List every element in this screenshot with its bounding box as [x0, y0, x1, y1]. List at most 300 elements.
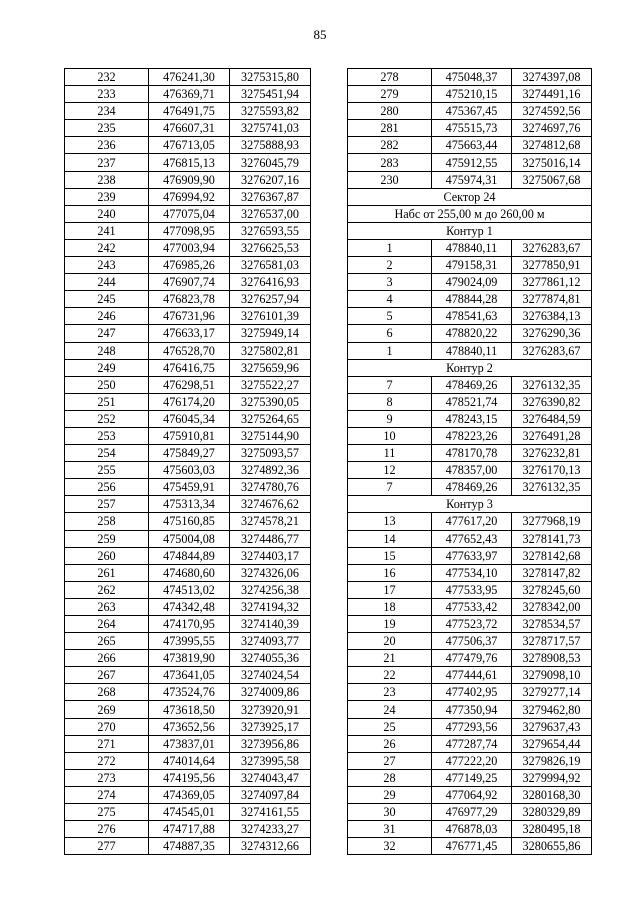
x-coordinate-cell: 478840,11: [432, 239, 512, 256]
y-coordinate-cell: 3274491,16: [512, 86, 592, 103]
table-row: [65, 410, 311, 427]
x-coordinate-cell: 477222,20: [432, 752, 512, 769]
y-coordinate-cell: 3276537,00: [230, 205, 311, 222]
x-coordinate-cell: 474545,01: [149, 804, 230, 821]
coordinates-table-right: [347, 68, 592, 855]
y-coordinate-cell: 3276232,81: [512, 445, 592, 462]
table-row: [65, 718, 311, 735]
table-row: [348, 667, 592, 684]
y-coordinate-cell: 3276367,87: [230, 188, 311, 205]
y-coordinate-cell: 3276045,79: [230, 154, 311, 171]
x-coordinate-cell: 474014,64: [149, 752, 230, 769]
x-coordinate-cell: 474369,05: [149, 786, 230, 803]
y-coordinate-cell: 3278245,60: [512, 581, 592, 598]
point-number-cell: 281: [348, 120, 432, 137]
coordinates-table-left: [64, 68, 311, 855]
x-coordinate-cell: 477098,95: [149, 222, 230, 239]
point-number-cell: 5: [348, 308, 432, 325]
point-number-cell: 265: [65, 633, 149, 650]
point-number-cell: 270: [65, 718, 149, 735]
table-row: [348, 735, 592, 752]
x-coordinate-cell: 476907,74: [149, 274, 230, 291]
point-number-cell: 242: [65, 239, 149, 256]
x-coordinate-cell: 476909,90: [149, 171, 230, 188]
x-coordinate-cell: 476416,75: [149, 359, 230, 376]
section-header: Контур 1: [348, 222, 592, 239]
y-coordinate-cell: 3274043,47: [230, 769, 311, 786]
x-coordinate-cell: 473837,01: [149, 735, 230, 752]
y-coordinate-cell: 3278534,57: [512, 616, 592, 633]
y-coordinate-cell: 3275016,14: [512, 154, 592, 171]
y-coordinate-cell: 3278141,73: [512, 530, 592, 547]
y-coordinate-cell: 3279994,92: [512, 769, 592, 786]
y-coordinate-cell: 3275067,68: [512, 171, 592, 188]
x-coordinate-cell: 476491,75: [149, 103, 230, 120]
point-number-cell: 250: [65, 376, 149, 393]
y-coordinate-cell: 3275315,80: [230, 69, 311, 86]
x-coordinate-cell: 477293,56: [432, 718, 512, 735]
point-number-cell: 249: [65, 359, 149, 376]
table-row: [65, 445, 311, 462]
x-coordinate-cell: 473618,50: [149, 701, 230, 718]
y-coordinate-cell: 3279826,19: [512, 752, 592, 769]
table-row: [348, 120, 592, 137]
table-row: [348, 427, 592, 444]
y-coordinate-cell: 3278147,82: [512, 564, 592, 581]
point-number-cell: 252: [65, 410, 149, 427]
x-coordinate-cell: 475160,85: [149, 513, 230, 530]
x-coordinate-cell: 474844,89: [149, 547, 230, 564]
y-coordinate-cell: 3275593,82: [230, 103, 311, 120]
x-coordinate-cell: 477534,10: [432, 564, 512, 581]
y-coordinate-cell: 3276416,93: [230, 274, 311, 291]
x-coordinate-cell: 479024,09: [432, 274, 512, 291]
point-number-cell: 14: [348, 530, 432, 547]
x-coordinate-cell: 476298,51: [149, 376, 230, 393]
x-coordinate-cell: 477444,61: [432, 667, 512, 684]
point-number-cell: 251: [65, 393, 149, 410]
point-number-cell: 31: [348, 821, 432, 838]
table-row: [348, 650, 592, 667]
table-row: [65, 188, 311, 205]
point-number-cell: 21: [348, 650, 432, 667]
table-row: [65, 291, 311, 308]
y-coordinate-cell: 3276290,36: [512, 325, 592, 342]
section-header: Контур 3: [348, 496, 592, 513]
y-coordinate-cell: 3273995,58: [230, 752, 311, 769]
point-number-cell: 241: [65, 222, 149, 239]
y-coordinate-cell: 3275144,90: [230, 427, 311, 444]
table-row: [65, 667, 311, 684]
table-row: [65, 633, 311, 650]
table-row: [348, 239, 592, 256]
y-coordinate-cell: 3277850,91: [512, 257, 592, 274]
table-row: [65, 752, 311, 769]
point-number-cell: 4: [348, 291, 432, 308]
point-number-cell: 240: [65, 205, 149, 222]
y-coordinate-cell: 3280329,89: [512, 804, 592, 821]
table-row: [65, 69, 311, 86]
table-row: [65, 496, 311, 513]
point-number-cell: 245: [65, 291, 149, 308]
x-coordinate-cell: 476528,70: [149, 342, 230, 359]
x-coordinate-cell: 476369,71: [149, 86, 230, 103]
x-coordinate-cell: 477617,20: [432, 513, 512, 530]
table-row: [348, 257, 592, 274]
x-coordinate-cell: 478844,28: [432, 291, 512, 308]
x-coordinate-cell: 477533,95: [432, 581, 512, 598]
point-number-cell: 273: [65, 769, 149, 786]
point-number-cell: 9: [348, 410, 432, 427]
x-coordinate-cell: 478820,22: [432, 325, 512, 342]
table-row: [348, 393, 592, 410]
table-row: [348, 804, 592, 821]
point-number-cell: 23: [348, 684, 432, 701]
y-coordinate-cell: 3274397,08: [512, 69, 592, 86]
table-row: [348, 103, 592, 120]
y-coordinate-cell: 3274194,32: [230, 598, 311, 615]
point-number-cell: 235: [65, 120, 149, 137]
table-row: [348, 769, 592, 786]
table-row: [65, 325, 311, 342]
y-coordinate-cell: 3273920,91: [230, 701, 311, 718]
table-row: [65, 257, 311, 274]
section-header: Набс от 255,00 м до 260,00 м: [348, 205, 592, 222]
y-coordinate-cell: 3274892,36: [230, 462, 311, 479]
table-row: [348, 291, 592, 308]
point-number-cell: 255: [65, 462, 149, 479]
point-number-cell: 276: [65, 821, 149, 838]
y-coordinate-cell: 3274697,76: [512, 120, 592, 137]
x-coordinate-cell: 478223,26: [432, 427, 512, 444]
y-coordinate-cell: 3273956,86: [230, 735, 311, 752]
x-coordinate-cell: 475210,15: [432, 86, 512, 103]
point-number-cell: 283: [348, 154, 432, 171]
point-number-cell: 271: [65, 735, 149, 752]
table-row: [65, 616, 311, 633]
x-coordinate-cell: 478170,78: [432, 445, 512, 462]
y-coordinate-cell: 3276625,53: [230, 239, 311, 256]
table-row: [65, 462, 311, 479]
point-number-cell: 3: [348, 274, 432, 291]
y-coordinate-cell: 3274024,54: [230, 667, 311, 684]
section-header-row: [348, 188, 592, 205]
y-coordinate-cell: 3275264,65: [230, 410, 311, 427]
table-row: [65, 376, 311, 393]
point-number-cell: 233: [65, 86, 149, 103]
y-coordinate-cell: 3274326,06: [230, 564, 311, 581]
y-coordinate-cell: 3276593,55: [230, 222, 311, 239]
x-coordinate-cell: 476713,05: [149, 137, 230, 154]
y-coordinate-cell: 3278342,00: [512, 598, 592, 615]
table-row: [348, 616, 592, 633]
x-coordinate-cell: 474342,48: [149, 598, 230, 615]
y-coordinate-cell: 3275451,94: [230, 86, 311, 103]
y-coordinate-cell: 3279277,14: [512, 684, 592, 701]
y-coordinate-cell: 3275949,14: [230, 325, 311, 342]
table-row: [65, 308, 311, 325]
section-header-row: [348, 205, 592, 222]
y-coordinate-cell: 3277861,12: [512, 274, 592, 291]
y-coordinate-cell: 3280168,30: [512, 786, 592, 803]
table-row: [65, 205, 311, 222]
point-number-cell: 24: [348, 701, 432, 718]
x-coordinate-cell: 477506,37: [432, 633, 512, 650]
table-row: [65, 171, 311, 188]
x-coordinate-cell: 477633,97: [432, 547, 512, 564]
x-coordinate-cell: 476607,31: [149, 120, 230, 137]
point-number-cell: 32: [348, 838, 432, 855]
x-coordinate-cell: 476731,96: [149, 308, 230, 325]
x-coordinate-cell: 478243,15: [432, 410, 512, 427]
x-coordinate-cell: 477350,94: [432, 701, 512, 718]
y-coordinate-cell: 3278908,53: [512, 650, 592, 667]
y-coordinate-cell: 3280655,86: [512, 838, 592, 855]
table-row: [348, 684, 592, 701]
section-header: Контур 2: [348, 359, 592, 376]
table-row: [348, 342, 592, 359]
point-number-cell: 232: [65, 69, 149, 86]
y-coordinate-cell: 3275390,05: [230, 393, 311, 410]
y-coordinate-cell: 3275888,93: [230, 137, 311, 154]
point-number-cell: 19: [348, 616, 432, 633]
table-row: [65, 547, 311, 564]
table-row: [348, 786, 592, 803]
table-row: [348, 137, 592, 154]
point-number-cell: 247: [65, 325, 149, 342]
table-row: [348, 530, 592, 547]
table-row: [65, 120, 311, 137]
table-row: [65, 274, 311, 291]
table-row: [348, 69, 592, 86]
y-coordinate-cell: 3276170,13: [512, 462, 592, 479]
point-number-cell: 15: [348, 547, 432, 564]
table-row: [65, 786, 311, 803]
y-coordinate-cell: 3276491,28: [512, 427, 592, 444]
point-number-cell: 257: [65, 496, 149, 513]
point-number-cell: 2: [348, 257, 432, 274]
point-number-cell: 258: [65, 513, 149, 530]
point-number-cell: 11: [348, 445, 432, 462]
table-row: [348, 547, 592, 564]
y-coordinate-cell: 3274403,17: [230, 547, 311, 564]
y-coordinate-cell: 3276283,67: [512, 342, 592, 359]
x-coordinate-cell: 475603,03: [149, 462, 230, 479]
x-coordinate-cell: 476985,26: [149, 257, 230, 274]
x-coordinate-cell: 476823,78: [149, 291, 230, 308]
y-coordinate-cell: 3278142,68: [512, 547, 592, 564]
y-coordinate-cell: 3275522,27: [230, 376, 311, 393]
table-row: [348, 701, 592, 718]
point-number-cell: 234: [65, 103, 149, 120]
x-coordinate-cell: 476174,20: [149, 393, 230, 410]
y-coordinate-cell: 3274780,76: [230, 479, 311, 496]
y-coordinate-cell: 3275659,96: [230, 359, 311, 376]
table-row: [65, 769, 311, 786]
point-number-cell: 16: [348, 564, 432, 581]
table-row: [65, 479, 311, 496]
point-number-cell: 256: [65, 479, 149, 496]
point-number-cell: 269: [65, 701, 149, 718]
y-coordinate-cell: 3274812,68: [512, 137, 592, 154]
table-row: [348, 752, 592, 769]
point-number-cell: 29: [348, 786, 432, 803]
point-number-cell: 274: [65, 786, 149, 803]
table-row: [348, 821, 592, 838]
x-coordinate-cell: 475367,45: [432, 103, 512, 120]
section-header: Сектор 24: [348, 188, 592, 205]
y-coordinate-cell: 3279654,44: [512, 735, 592, 752]
point-number-cell: 280: [348, 103, 432, 120]
x-coordinate-cell: 473652,56: [149, 718, 230, 735]
table-row: [348, 462, 592, 479]
table-row: [65, 393, 311, 410]
y-coordinate-cell: 3274097,84: [230, 786, 311, 803]
x-coordinate-cell: 475515,73: [432, 120, 512, 137]
x-coordinate-cell: 473641,05: [149, 667, 230, 684]
page-number: 85: [313, 27, 327, 42]
table-row: [65, 684, 311, 701]
point-number-cell: 259: [65, 530, 149, 547]
table-row: [348, 376, 592, 393]
y-coordinate-cell: 3276283,67: [512, 239, 592, 256]
table-row: [65, 222, 311, 239]
table-row: [348, 513, 592, 530]
y-coordinate-cell: 3274676,62: [230, 496, 311, 513]
x-coordinate-cell: 475004,08: [149, 530, 230, 547]
section-header-row: [348, 496, 592, 513]
table-row: [348, 479, 592, 496]
point-number-cell: 279: [348, 86, 432, 103]
table-row: [348, 325, 592, 342]
point-number-cell: 30: [348, 804, 432, 821]
x-coordinate-cell: 475313,34: [149, 496, 230, 513]
x-coordinate-cell: 474680,60: [149, 564, 230, 581]
table-row: [348, 564, 592, 581]
point-number-cell: 261: [65, 564, 149, 581]
point-number-cell: 243: [65, 257, 149, 274]
table-row: [348, 171, 592, 188]
table-row: [348, 598, 592, 615]
x-coordinate-cell: 476994,92: [149, 188, 230, 205]
y-coordinate-cell: 3276484,59: [512, 410, 592, 427]
table-row: [348, 308, 592, 325]
y-coordinate-cell: 3274256,38: [230, 581, 311, 598]
x-coordinate-cell: 477402,95: [432, 684, 512, 701]
y-coordinate-cell: 3274093,77: [230, 633, 311, 650]
point-number-cell: 248: [65, 342, 149, 359]
point-number-cell: 277: [65, 838, 149, 855]
x-coordinate-cell: 473819,90: [149, 650, 230, 667]
point-number-cell: 230: [348, 171, 432, 188]
table-row: [65, 564, 311, 581]
y-coordinate-cell: 3274009,86: [230, 684, 311, 701]
x-coordinate-cell: 477479,76: [432, 650, 512, 667]
table-row: [348, 86, 592, 103]
y-coordinate-cell: 3279098,10: [512, 667, 592, 684]
point-number-cell: 272: [65, 752, 149, 769]
y-coordinate-cell: 3278717,57: [512, 633, 592, 650]
y-coordinate-cell: 3274486,77: [230, 530, 311, 547]
point-number-cell: 237: [65, 154, 149, 171]
x-coordinate-cell: 475910,81: [149, 427, 230, 444]
point-number-cell: 266: [65, 650, 149, 667]
point-number-cell: 238: [65, 171, 149, 188]
x-coordinate-cell: 478541,63: [432, 308, 512, 325]
y-coordinate-cell: 3279637,43: [512, 718, 592, 735]
table-row: [348, 633, 592, 650]
y-coordinate-cell: 3274161,55: [230, 804, 311, 821]
x-coordinate-cell: 473995,55: [149, 633, 230, 650]
y-coordinate-cell: 3276101,39: [230, 308, 311, 325]
x-coordinate-cell: 477075,04: [149, 205, 230, 222]
table-row: [65, 86, 311, 103]
x-coordinate-cell: 476633,17: [149, 325, 230, 342]
y-coordinate-cell: 3276207,16: [230, 171, 311, 188]
table-row: [65, 342, 311, 359]
x-coordinate-cell: 478469,26: [432, 376, 512, 393]
point-number-cell: 7: [348, 376, 432, 393]
y-coordinate-cell: 3276581,03: [230, 257, 311, 274]
point-number-cell: 254: [65, 445, 149, 462]
point-number-cell: 20: [348, 633, 432, 650]
table-row: [65, 530, 311, 547]
x-coordinate-cell: 476878,03: [432, 821, 512, 838]
x-coordinate-cell: 474717,88: [149, 821, 230, 838]
x-coordinate-cell: 474513,02: [149, 581, 230, 598]
x-coordinate-cell: 474195,56: [149, 769, 230, 786]
x-coordinate-cell: 475849,27: [149, 445, 230, 462]
x-coordinate-cell: 476045,34: [149, 410, 230, 427]
point-number-cell: 1: [348, 342, 432, 359]
point-number-cell: 13: [348, 513, 432, 530]
y-coordinate-cell: 3277874,81: [512, 291, 592, 308]
table-row: [65, 821, 311, 838]
x-coordinate-cell: 476815,13: [149, 154, 230, 171]
table-row: [65, 154, 311, 171]
y-coordinate-cell: 3276132,35: [512, 479, 592, 496]
y-coordinate-cell: 3274312,66: [230, 838, 311, 855]
x-coordinate-cell: 475912,55: [432, 154, 512, 171]
y-coordinate-cell: 3279462,80: [512, 701, 592, 718]
point-number-cell: 25: [348, 718, 432, 735]
y-coordinate-cell: 3277968,19: [512, 513, 592, 530]
x-coordinate-cell: 476241,30: [149, 69, 230, 86]
table-row: [65, 427, 311, 444]
point-number-cell: 8: [348, 393, 432, 410]
y-coordinate-cell: 3280495,18: [512, 821, 592, 838]
x-coordinate-cell: 477064,92: [432, 786, 512, 803]
point-number-cell: 7: [348, 479, 432, 496]
x-coordinate-cell: 477652,43: [432, 530, 512, 547]
point-number-cell: 253: [65, 427, 149, 444]
point-number-cell: 262: [65, 581, 149, 598]
point-number-cell: 10: [348, 427, 432, 444]
table-row: [65, 103, 311, 120]
table-row: [65, 137, 311, 154]
table-row: [348, 154, 592, 171]
table-row: [65, 359, 311, 376]
table-row: [65, 701, 311, 718]
x-coordinate-cell: 474887,35: [149, 838, 230, 855]
point-number-cell: 27: [348, 752, 432, 769]
y-coordinate-cell: 3274055,36: [230, 650, 311, 667]
table-row: [348, 445, 592, 462]
point-number-cell: 264: [65, 616, 149, 633]
y-coordinate-cell: 3276257,94: [230, 291, 311, 308]
x-coordinate-cell: 476771,45: [432, 838, 512, 855]
x-coordinate-cell: 477287,74: [432, 735, 512, 752]
